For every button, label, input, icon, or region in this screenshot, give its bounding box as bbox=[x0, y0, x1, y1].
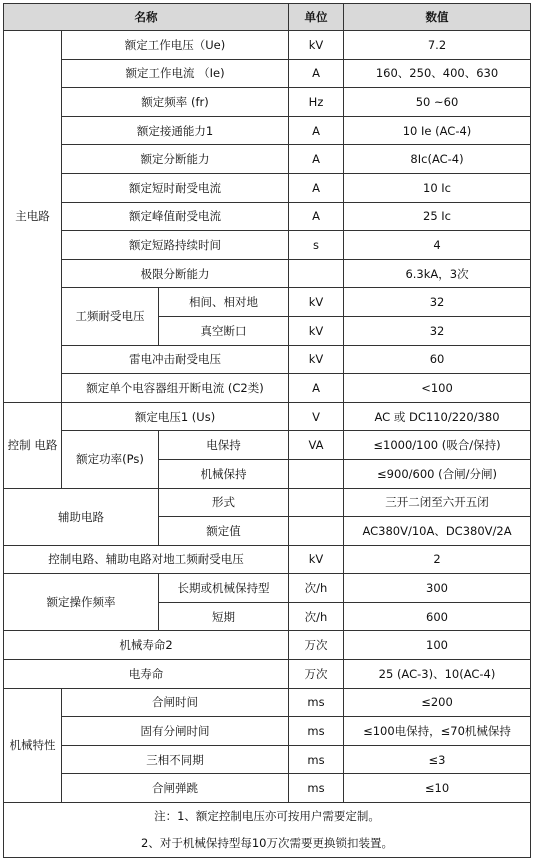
table-row bbox=[4, 431, 531, 460]
table-row bbox=[4, 59, 531, 88]
param-value: 100 bbox=[344, 631, 531, 660]
param-unit bbox=[289, 488, 344, 517]
param-unit: A bbox=[289, 59, 344, 88]
param-value: ≤200 bbox=[344, 688, 531, 717]
param-value: 60 bbox=[344, 345, 531, 374]
param-value: ≤3 bbox=[344, 745, 531, 774]
group-name: 额定功率(Ps) bbox=[62, 431, 159, 488]
table-row bbox=[4, 574, 531, 603]
param-unit: 万次 bbox=[289, 631, 344, 660]
table-row bbox=[4, 717, 531, 746]
param-unit bbox=[289, 517, 344, 546]
table-row bbox=[4, 173, 531, 202]
section-op-freq: 额定操作频率 bbox=[4, 574, 159, 631]
table-row bbox=[4, 259, 531, 288]
table-row bbox=[4, 374, 531, 403]
param-value: 2 bbox=[344, 545, 531, 574]
table-row bbox=[4, 402, 531, 431]
param-name: 电保持 bbox=[159, 431, 289, 460]
note-line-2: 2、对于机械保持型每10万次需要更换锁扣装置。 bbox=[141, 836, 393, 851]
section-mech-props: 机械特性 bbox=[4, 688, 62, 802]
spec-table bbox=[3, 3, 531, 858]
param-value: 50 ~60 bbox=[344, 88, 531, 117]
param-name: 额定短时耐受电流 bbox=[62, 173, 289, 202]
header-row bbox=[4, 4, 531, 31]
param-name: 额定接通能力1 bbox=[62, 116, 289, 145]
param-name: 短期 bbox=[159, 602, 289, 631]
param-name: 相间、相对地 bbox=[159, 288, 289, 317]
notes bbox=[4, 803, 531, 858]
param-value: 600 bbox=[344, 602, 531, 631]
param-value: AC 或 DC110/220/380 bbox=[344, 402, 531, 431]
param-name: 合闸时间 bbox=[62, 688, 289, 717]
param-unit: A bbox=[289, 116, 344, 145]
param-unit bbox=[289, 259, 344, 288]
header-name: 名称 bbox=[4, 4, 289, 31]
param-unit: 万次 bbox=[289, 660, 344, 689]
param-unit: kV bbox=[289, 31, 344, 60]
param-unit: kV bbox=[289, 545, 344, 574]
param-unit: ms bbox=[289, 745, 344, 774]
param-name: 额定工作电流 （Ie) bbox=[62, 59, 289, 88]
param-unit: ms bbox=[289, 774, 344, 803]
section-aux-circuit: 辅助电路 bbox=[4, 488, 159, 545]
param-name: 额定工作电压（Ue) bbox=[62, 31, 289, 60]
param-name: 长期或机械保持型 bbox=[159, 574, 289, 603]
param-name: 额定短路持续时间 bbox=[62, 231, 289, 260]
param-value: 32 bbox=[344, 288, 531, 317]
param-name: 机械寿命2 bbox=[4, 631, 289, 660]
param-unit: ms bbox=[289, 688, 344, 717]
table-row bbox=[4, 345, 531, 374]
param-unit: 次/h bbox=[289, 602, 344, 631]
param-value: ≤10 bbox=[344, 774, 531, 803]
param-value: 8Ic(AC-4) bbox=[344, 145, 531, 174]
param-value: <100 bbox=[344, 374, 531, 403]
table-row bbox=[4, 774, 531, 803]
table-row bbox=[4, 688, 531, 717]
param-value: 300 bbox=[344, 574, 531, 603]
group-name: 工频耐受电压 bbox=[62, 288, 159, 345]
param-unit: kV bbox=[289, 288, 344, 317]
table-row bbox=[4, 88, 531, 117]
param-name: 电寿命 bbox=[4, 660, 289, 689]
table-row bbox=[4, 202, 531, 231]
table-row bbox=[4, 288, 531, 317]
header-value: 数值 bbox=[344, 4, 531, 31]
section-control-circuit: 控制 电路 bbox=[4, 402, 62, 488]
param-name: 形式 bbox=[159, 488, 289, 517]
param-unit: A bbox=[289, 374, 344, 403]
table-row bbox=[4, 660, 531, 689]
param-value: 25 (AC-3)、10(AC-4) bbox=[344, 660, 531, 689]
param-name: 额定单个电容器组开断电流 (C2类) bbox=[62, 374, 289, 403]
table-row bbox=[4, 631, 531, 660]
section-main-circuit: 主电路 bbox=[4, 31, 62, 403]
param-name: 固有分闸时间 bbox=[62, 717, 289, 746]
param-name: 额定分断能力 bbox=[62, 145, 289, 174]
param-value: 25 Ic bbox=[344, 202, 531, 231]
notes-row bbox=[4, 803, 531, 858]
param-unit: kV bbox=[289, 316, 344, 345]
param-unit: s bbox=[289, 231, 344, 260]
table-row bbox=[4, 745, 531, 774]
param-unit: kV bbox=[289, 345, 344, 374]
table-row bbox=[4, 545, 531, 574]
param-value: 160、250、400、630 bbox=[344, 59, 531, 88]
param-name: 真空断口 bbox=[159, 316, 289, 345]
param-unit: A bbox=[289, 173, 344, 202]
param-name: 控制电路、辅助电路对地工频耐受电压 bbox=[4, 545, 289, 574]
param-unit: VA bbox=[289, 431, 344, 460]
param-name: 雷电冲击耐受电压 bbox=[62, 345, 289, 374]
header-unit: 单位 bbox=[289, 4, 344, 31]
table-row bbox=[4, 116, 531, 145]
param-unit: A bbox=[289, 202, 344, 231]
param-unit bbox=[289, 459, 344, 488]
note-line-1: 注：1、额定控制电压亦可按用户需要定制。 bbox=[154, 809, 380, 824]
param-name: 额定值 bbox=[159, 517, 289, 546]
param-unit: ms bbox=[289, 717, 344, 746]
table-row bbox=[4, 231, 531, 260]
param-value: 10 Ie (AC-4) bbox=[344, 116, 531, 145]
table-row bbox=[4, 145, 531, 174]
table-row bbox=[4, 488, 531, 517]
param-name: 合闸弹跳 bbox=[62, 774, 289, 803]
param-value: 三开二闭至六开五闭 bbox=[344, 488, 531, 517]
table-row bbox=[4, 31, 531, 60]
param-unit: V bbox=[289, 402, 344, 431]
param-name: 额定电压1 (Us) bbox=[62, 402, 289, 431]
param-value: ≤100电保持，≤70机械保持 bbox=[344, 717, 531, 746]
param-unit: A bbox=[289, 145, 344, 174]
param-value: ≤900/600 (合闸/分闸) bbox=[344, 459, 531, 488]
param-name: 三相不同期 bbox=[62, 745, 289, 774]
param-unit: Hz bbox=[289, 88, 344, 117]
param-name: 极限分断能力 bbox=[62, 259, 289, 288]
param-value: 32 bbox=[344, 316, 531, 345]
param-value: 4 bbox=[344, 231, 531, 260]
param-value: 6.3kA，3次 bbox=[344, 259, 531, 288]
param-name: 额定频率 (fr) bbox=[62, 88, 289, 117]
param-value: AC380V/10A、DC380V/2A bbox=[344, 517, 531, 546]
param-value: 10 Ic bbox=[344, 173, 531, 202]
param-name: 额定峰值耐受电流 bbox=[62, 202, 289, 231]
param-name: 机械保持 bbox=[159, 459, 289, 488]
param-value: 7.2 bbox=[344, 31, 531, 60]
param-unit: 次/h bbox=[289, 574, 344, 603]
param-value: ≤1000/100 (吸合/保持) bbox=[344, 431, 531, 460]
